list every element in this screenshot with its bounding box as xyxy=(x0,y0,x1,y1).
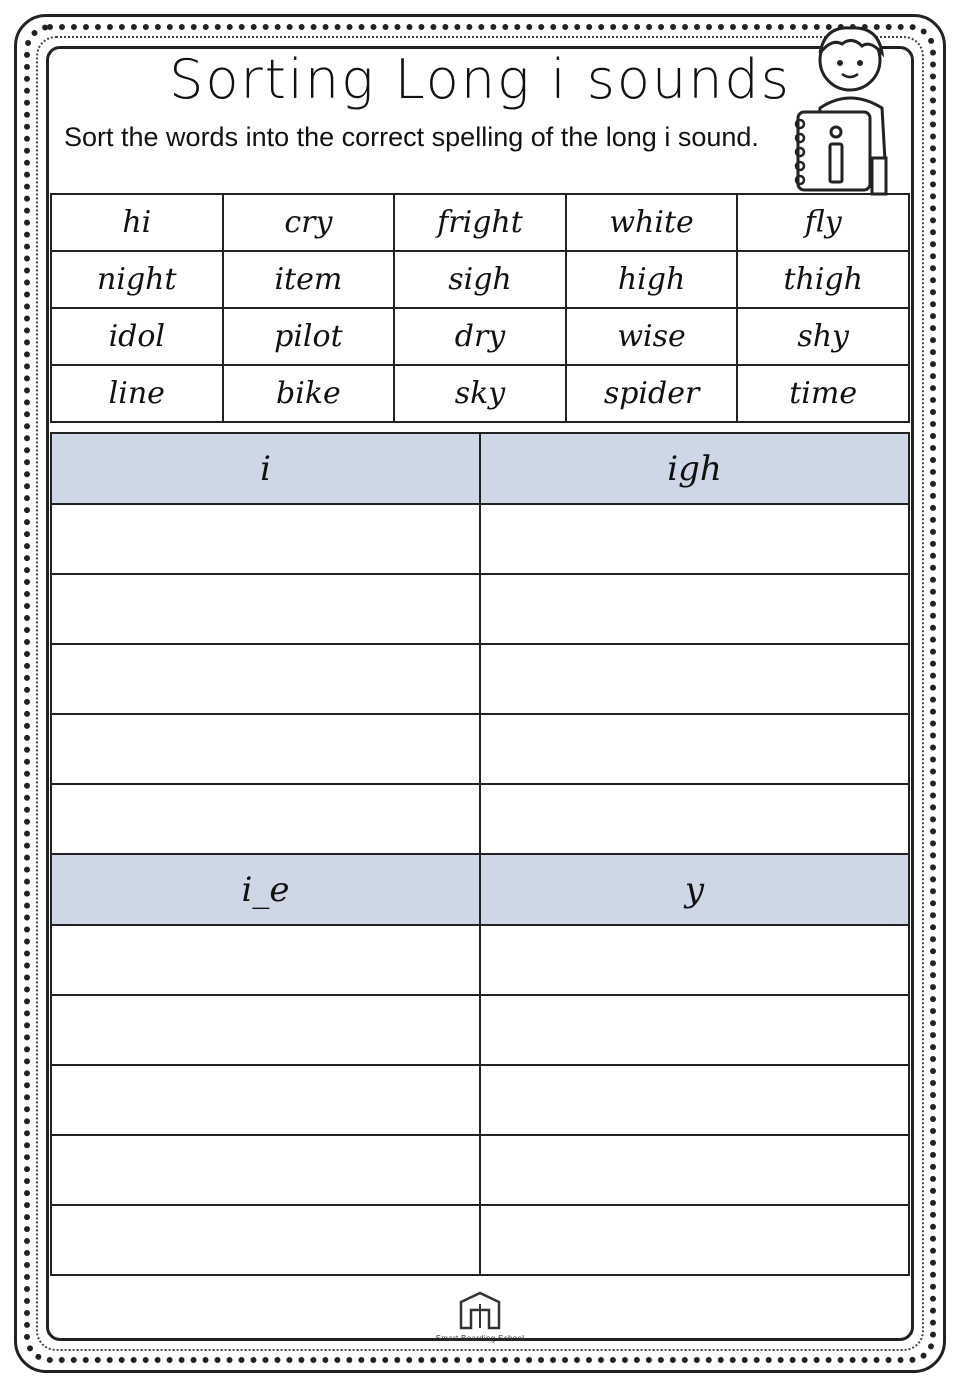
page-title: Sorting Long i sounds xyxy=(169,48,791,111)
word-cell: cry xyxy=(223,194,395,251)
answer-row xyxy=(51,644,909,714)
answer-cell[interactable] xyxy=(51,1135,480,1205)
word-cell: thigh xyxy=(737,251,909,308)
word-cell: sigh xyxy=(394,251,566,308)
answer-cell[interactable] xyxy=(51,995,480,1065)
brand-logo xyxy=(430,1290,530,1343)
answer-row xyxy=(51,1135,909,1205)
answer-cell[interactable] xyxy=(480,644,909,714)
answer-row xyxy=(51,925,909,995)
book-house-icon xyxy=(455,1290,505,1330)
answer-row xyxy=(51,995,909,1065)
column-header-igh: igh xyxy=(480,433,909,504)
column-header-i: i xyxy=(51,433,480,504)
word-cell: sky xyxy=(394,365,566,422)
word-cell: dry xyxy=(394,308,566,365)
answer-cell[interactable] xyxy=(51,714,480,784)
word-row xyxy=(51,365,909,422)
column-header-i-e: i_e xyxy=(51,854,480,925)
word-cell: night xyxy=(51,251,223,308)
answer-cell[interactable] xyxy=(480,995,909,1065)
answer-cell[interactable] xyxy=(480,574,909,644)
word-cell: hi xyxy=(51,194,223,251)
answer-cell[interactable] xyxy=(51,1065,480,1135)
word-bank xyxy=(50,193,910,423)
word-cell: time xyxy=(737,365,909,422)
answer-cell[interactable] xyxy=(480,1135,909,1205)
word-cell: high xyxy=(566,251,738,308)
answer-row xyxy=(51,574,909,644)
answer-cell[interactable] xyxy=(51,504,480,574)
answer-row xyxy=(51,1205,909,1275)
word-cell: fly xyxy=(737,194,909,251)
word-cell: idol xyxy=(51,308,223,365)
answer-cell[interactable] xyxy=(51,644,480,714)
answer-cell[interactable] xyxy=(480,784,909,854)
answer-cell[interactable] xyxy=(51,1205,480,1275)
sorting-table xyxy=(50,432,910,1276)
word-row xyxy=(51,194,909,251)
word-cell: wise xyxy=(566,308,738,365)
answer-cell[interactable] xyxy=(480,714,909,784)
word-row xyxy=(51,251,909,308)
column-header-y: y xyxy=(480,854,909,925)
answer-row xyxy=(51,714,909,784)
header-row xyxy=(51,854,909,925)
answer-cell[interactable] xyxy=(51,784,480,854)
word-cell: white xyxy=(566,194,738,251)
word-cell: shy xyxy=(737,308,909,365)
answer-row xyxy=(51,504,909,574)
word-cell: spider xyxy=(566,365,738,422)
header-row xyxy=(51,433,909,504)
boy-mascot-icon xyxy=(790,8,910,198)
answer-cell[interactable] xyxy=(480,1205,909,1275)
word-cell: fright xyxy=(394,194,566,251)
instructions: Sort the words into the correct spelling of the long i sound. xyxy=(64,122,759,152)
word-cell: item xyxy=(223,251,395,308)
answer-row xyxy=(51,784,909,854)
answer-cell[interactable] xyxy=(51,925,480,995)
answer-cell[interactable] xyxy=(480,1065,909,1135)
word-row xyxy=(51,308,909,365)
answer-cell[interactable] xyxy=(480,925,909,995)
logo-text: Smart Boarding School xyxy=(435,1334,525,1343)
word-cell: line xyxy=(51,365,223,422)
word-cell: pilot xyxy=(223,308,395,365)
word-cell: bike xyxy=(223,365,395,422)
answer-cell[interactable] xyxy=(51,574,480,644)
answer-cell[interactable] xyxy=(480,504,909,574)
answer-row xyxy=(51,1065,909,1135)
